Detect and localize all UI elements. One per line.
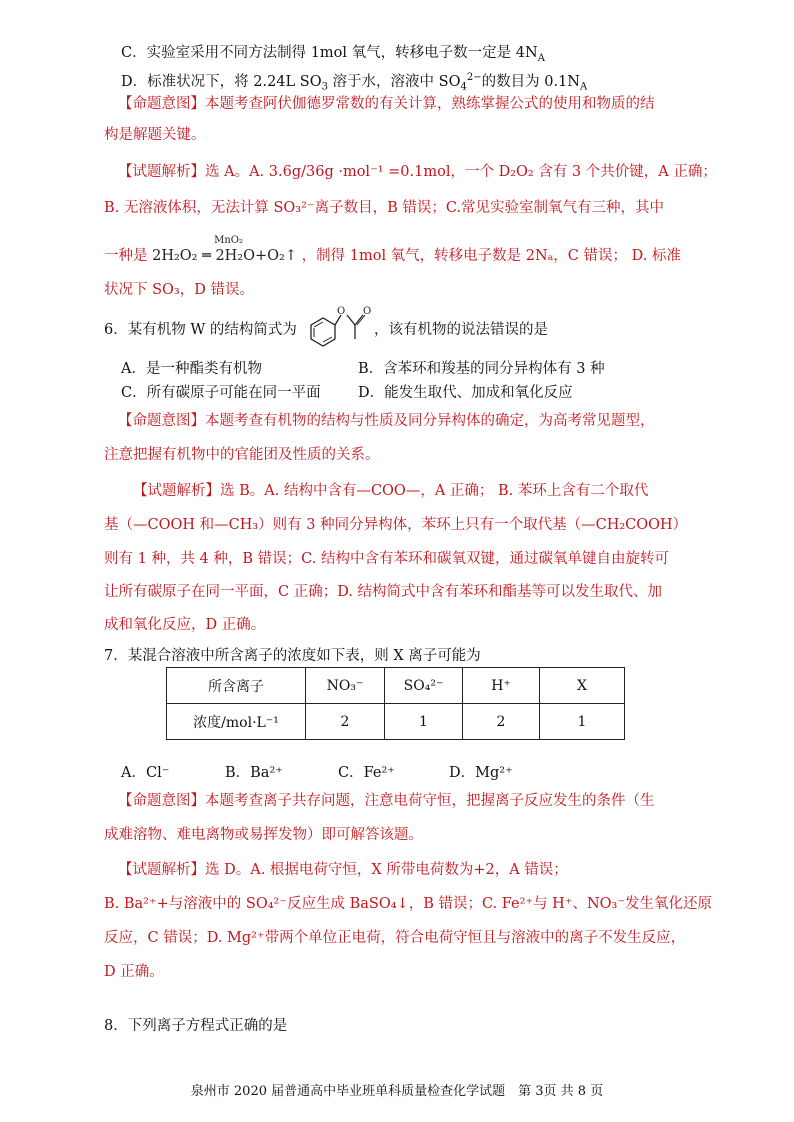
q6-analysis-line4: 让所有碳原子在同一平面，C 正确；D. 结构简式中含有苯环和酯基等可以发生取代、加 bbox=[104, 584, 663, 600]
q6-stem-pre: 6．某有机物 W 的结构简式为 bbox=[104, 322, 297, 338]
table-cell: 2 bbox=[463, 704, 540, 740]
option-c-text: C．实验室采用不同方法制得 1mol 氧气，转移电子数一定是 $4N_A$ bbox=[121, 45, 545, 64]
table-header-cell: 所含离子 bbox=[167, 668, 306, 704]
q7-analysis-line1: 【试题解析】选 D。A. 根据电荷守恒，X 所带电荷数为+2，A 错误； bbox=[118, 862, 568, 878]
molecule-w-structure bbox=[297, 303, 377, 358]
table-header-row bbox=[167, 668, 625, 704]
q7-intent-line2: 成难溶物、难电离物或易挥发物）即可解答该题。 bbox=[104, 827, 423, 843]
q6-analysis-line3: 则有 1 种，共 4 种，B 错误；C. 结构中含有苯环和碳氧双键，通过碳氧单键自由旋转可 bbox=[104, 551, 669, 567]
table-row-label: 浓度/mol·L⁻¹ bbox=[167, 704, 306, 740]
table-cell: 1 bbox=[385, 704, 463, 740]
ion-concentration-table bbox=[166, 667, 625, 740]
reaction-equation: MnO₂ 2H₂O₂ ═ 2H₂O+O₂↑ bbox=[152, 246, 297, 266]
q7-intent-line1: 【命题意图】本题考查离子共存问题，注意电荷守恒，把握离子反应发生的条件（生 bbox=[118, 793, 655, 809]
page-footer: 泉州市 2020 届普通高中毕业班单科质量检查化学试题 第 3页 共 8 页 bbox=[190, 1084, 604, 1099]
q6-analysis-line2: 基（—COOH 和—CH₃）则有 3 种同分异构体，苯环上只有一个取代基（—CH₂COOH） bbox=[104, 517, 688, 533]
q7-analysis-line3: 反应，C 错误；D. Mg²⁺带两个单位正电荷，符合电荷守恒且与溶液中的离子不发生反应， bbox=[104, 930, 686, 946]
q5-intent-line2: 构是解题关键。 bbox=[104, 127, 206, 143]
q7-analysis-line4: D 正确。 bbox=[104, 964, 164, 980]
table-cell: 2 bbox=[306, 704, 385, 740]
q5-intent-line1: 【命题意图】本题考查阿伏伽德罗常数的有关计算，熟练掌握公式的使用和物质的结 bbox=[118, 96, 655, 112]
table-header-cell: X bbox=[540, 668, 625, 704]
q5-analysis-line4: 状况下 SO₃，D 错误。 bbox=[104, 282, 254, 298]
svg-text:O: O bbox=[363, 306, 372, 317]
table-header-cell: NO₃⁻ bbox=[306, 668, 385, 704]
q7-option-a: A．Cl⁻ bbox=[121, 765, 170, 781]
q7-stem: 7．某混合溶液中所含离子的浓度如下表，则 X 离子可能为 bbox=[104, 648, 481, 664]
q7-option-d: D．Mg²⁺ bbox=[449, 765, 513, 781]
table-row bbox=[167, 704, 625, 740]
q6-option-d: D．能发生取代、加成和氧化反应 bbox=[358, 385, 573, 401]
q6-option-c: C．所有碳原子可能在同一平面 bbox=[121, 385, 321, 401]
q7-analysis-line2: B. Ba²⁺+与溶液中的 SO₄²⁻反应生成 BaSO₄↓，B 错误；C. Fe²⁺与 H⁺、NO₃⁻发生氧化还原 bbox=[104, 896, 713, 912]
option-d-text: D．标准状况下，将 2.24L $SO_3$ 溶于水，溶液中 $SO_4^{2-}$的数目为 $0.1N_A$ bbox=[121, 72, 588, 93]
q7-option-c: C．Fe²⁺ bbox=[338, 765, 395, 781]
q5-analysis-line2: B. 无溶液体积，无法计算 SO₃²⁻离子数目，B 错误；C.常见实验室制氧气有三种，其中 bbox=[104, 200, 665, 216]
q6-intent-line1: 【命题意图】本题考查有机物的结构与性质及同分异构体的确定，为高考常见题型， bbox=[118, 413, 655, 429]
q8-stem: 8．下列离子方程式正确的是 bbox=[104, 1018, 288, 1034]
q6-option-b: B．含苯环和羧基的同分异构体有 3 种 bbox=[358, 361, 605, 377]
q6-analysis-line1: 【试题解析】选 B。A. 结构中含有—COO—，A 正确； B. 苯环上含有二个取代 bbox=[133, 483, 649, 499]
table-header-cell: H⁺ bbox=[463, 668, 540, 704]
catalyst-label: MnO₂ bbox=[214, 235, 243, 246]
table-header-cell: SO₄²⁻ bbox=[385, 668, 463, 704]
q6-analysis-line5: 成和氧化反应，D 正确。 bbox=[104, 617, 266, 633]
q6-intent-line2: 注意把握有机物中的官能团及性质的关系。 bbox=[104, 447, 380, 463]
q7-option-b: B．Ba²⁺ bbox=[225, 765, 283, 781]
svg-text:O: O bbox=[337, 306, 346, 317]
q5-analysis-line1: 【试题解析】选 A。A. 3.6g/36g ·mol⁻¹ =0.1mol，一个 D₂O₂ 含有 3 个共价键，A 正确； bbox=[118, 164, 717, 180]
q6-option-a: A．是一种酯类有机物 bbox=[121, 361, 262, 377]
q5-analysis-line3: 一种是 MnO₂ 2H₂O₂ ═ 2H₂O+O₂↑ ，制得 1mol 氧气，转移电子数是 2Nₐ，C 错误； D. 标准 bbox=[104, 246, 681, 266]
table-cell: 1 bbox=[540, 704, 625, 740]
q6-stem-post: ，该有机物的说法错误的是 bbox=[374, 322, 548, 338]
